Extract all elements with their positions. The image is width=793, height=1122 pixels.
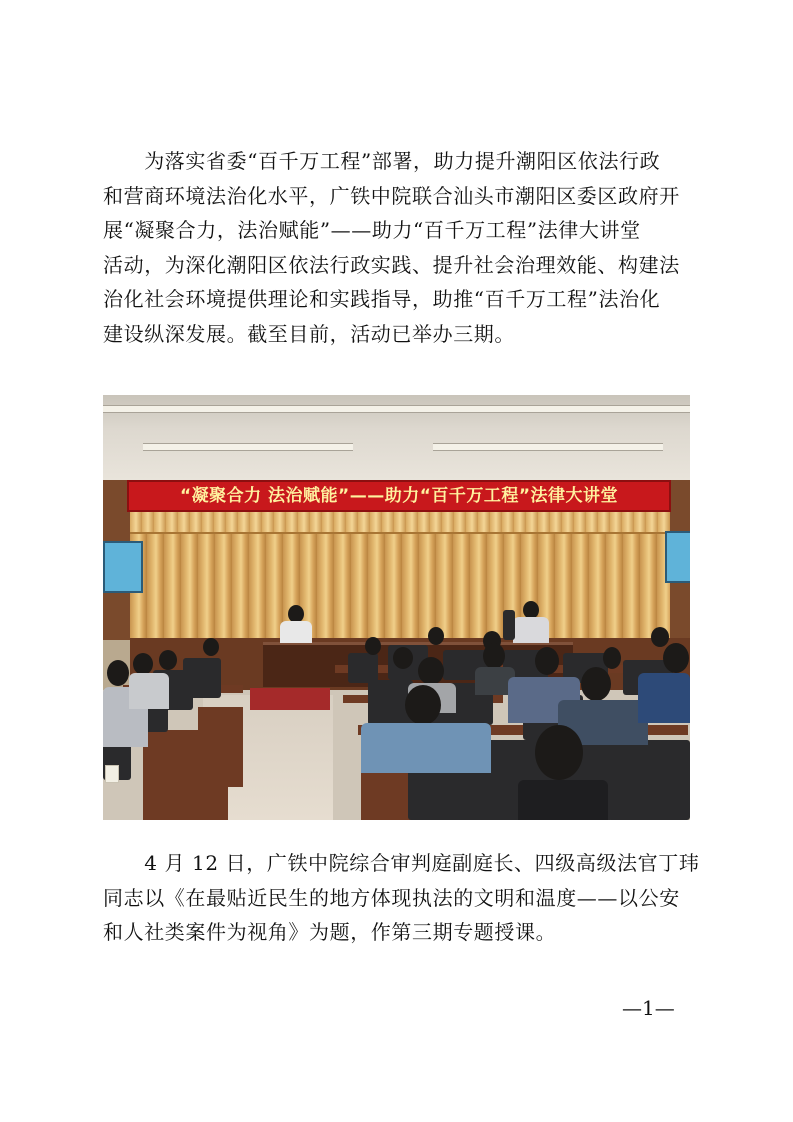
speaker-shirt bbox=[280, 621, 312, 643]
chair bbox=[608, 740, 690, 820]
ceiling-light-strip bbox=[143, 443, 353, 451]
paragraph-line: 和人社类案件为视角》为题，作第三期专题授课。 bbox=[103, 920, 557, 945]
attendee-shirt bbox=[129, 673, 169, 709]
paragraph-line: 展“凝聚合力，法治赋能”——助力“百千万工程”法律大讲堂 bbox=[103, 218, 641, 243]
attendee-head bbox=[393, 647, 413, 669]
display-screen-right bbox=[665, 531, 690, 583]
intro-paragraph bbox=[103, 144, 691, 352]
attendee-head bbox=[203, 638, 219, 656]
event-banner: “凝聚合力 法治赋能”——助力“百千万工程”法律大讲堂 bbox=[127, 480, 671, 512]
attendee-head bbox=[663, 643, 689, 673]
curtain-valance bbox=[130, 512, 670, 534]
desk bbox=[198, 707, 243, 787]
page-number: —1— bbox=[622, 996, 675, 1020]
red-carpet bbox=[250, 688, 330, 710]
attendee-head bbox=[405, 685, 441, 725]
paragraph-line: 同志以《在最贴近民生的地方体现执法的文明和温度——以公安 bbox=[103, 885, 680, 910]
attendee-head bbox=[418, 657, 444, 685]
chair bbox=[183, 658, 221, 698]
attendee-head bbox=[651, 627, 669, 647]
ceiling-light-strip bbox=[103, 405, 690, 413]
display-screen-left bbox=[103, 541, 143, 593]
paper-cup bbox=[105, 765, 119, 783]
paragraph-line: 活动，为深化潮阳区依法行政实践、提升社会治理效能、构建法 bbox=[103, 252, 680, 277]
speaker-shirt bbox=[513, 617, 549, 643]
lecture-hall-photo bbox=[103, 395, 690, 820]
attendee-shirt bbox=[638, 673, 690, 723]
chair bbox=[503, 610, 515, 640]
attendee-head bbox=[133, 653, 153, 675]
attendee-head bbox=[535, 725, 583, 780]
attendee-head bbox=[159, 650, 177, 670]
paragraph-line: 治化社会环境提供理论和实践指导，助推“百千万工程”法治化 bbox=[103, 287, 661, 312]
paragraph-line: 为落实省委“百千万工程”部署，助力提升潮阳区依法行政 bbox=[103, 149, 661, 173]
attendee-head bbox=[428, 627, 444, 645]
attendee-shirt bbox=[518, 780, 608, 820]
attendee-head bbox=[581, 667, 611, 701]
lecture-paragraph bbox=[103, 846, 700, 950]
paragraph-line: 和营商环境法治化水平，广铁中院联合汕头市潮阳区委区政府开 bbox=[103, 183, 680, 208]
attendee-head bbox=[603, 647, 621, 669]
paragraph-line: 4 月 12 日，广铁中院综合审判庭副庭长、四级高级法官丁玮 bbox=[103, 851, 700, 875]
attendee-head bbox=[107, 660, 129, 686]
attendee-head bbox=[483, 643, 505, 669]
attendee-head bbox=[365, 637, 381, 655]
ceiling-light-strip bbox=[433, 443, 663, 451]
chair bbox=[348, 653, 378, 683]
attendee-head bbox=[535, 647, 559, 675]
paragraph-line: 建设纵深发展。截至目前，活动已举办三期。 bbox=[103, 321, 515, 346]
attendee-shirt bbox=[361, 723, 491, 773]
